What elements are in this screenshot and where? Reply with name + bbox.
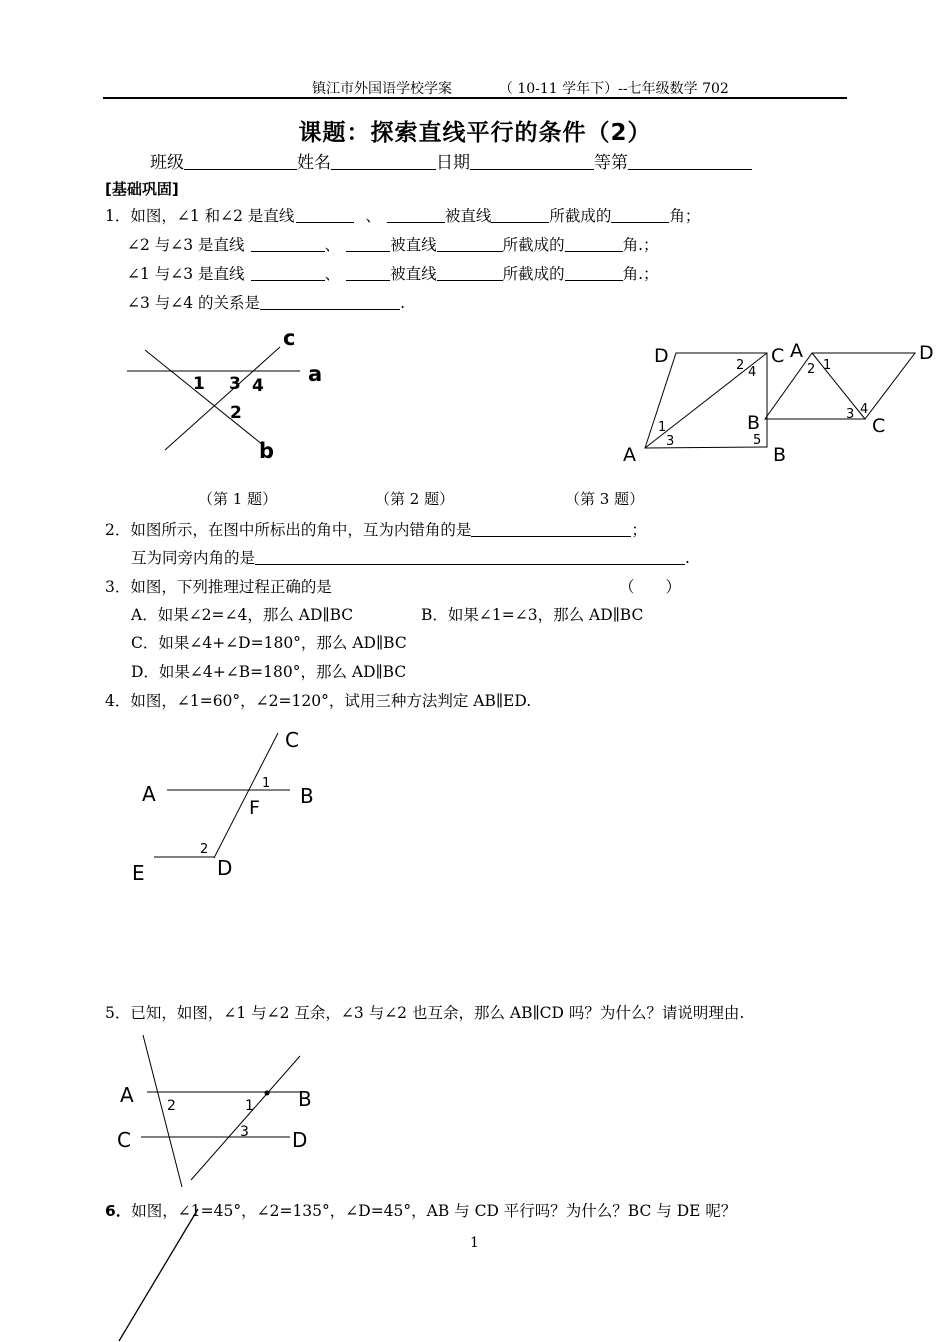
caption-fig2: （第 2 题） xyxy=(375,490,455,508)
fig2-angle-2: 2 xyxy=(736,358,745,373)
fig5-label-D: D xyxy=(292,1128,308,1152)
q2-line2: 互为同旁内角的是 . xyxy=(131,549,690,567)
fig3-label-C: C xyxy=(872,415,886,437)
page-header xyxy=(312,78,729,98)
grade-label: 等第 xyxy=(594,153,628,173)
class-field[interactable] xyxy=(184,153,297,170)
class-label: 班级 xyxy=(150,153,184,173)
section-heading: [基础巩固] xyxy=(105,180,179,198)
q1-blank-9[interactable] xyxy=(251,265,325,281)
name-field[interactable] xyxy=(331,153,436,170)
figure-4 xyxy=(125,725,345,890)
fig5-label-B: B xyxy=(298,1087,312,1111)
name-label: 姓名 xyxy=(297,153,331,173)
fig1-angle-3: 3 xyxy=(229,374,241,394)
fig1-label-b: b xyxy=(259,439,275,463)
q6-number: 6． xyxy=(105,1202,132,1220)
fig2-label-C: C xyxy=(771,345,785,367)
fig1-label-a: a xyxy=(308,362,323,386)
fig2-label-A: A xyxy=(623,444,636,466)
q1-line3: ∠1 与∠3 是直线 、 被直线 所截成的 角.； xyxy=(127,265,659,283)
q2-line1: 2．如图所示，在图中所标出的角中，互为内错角的是 ； xyxy=(105,521,647,539)
q4-text: 4．如图，∠1=60°，∠2=120°，试用三种方法判定 AB∥ED. xyxy=(105,692,532,710)
figure-1 xyxy=(120,325,340,465)
q1-blank-10[interactable] xyxy=(346,265,390,281)
fig3-label-B: B xyxy=(747,412,761,434)
fig3-angle-4: 4 xyxy=(860,402,869,417)
fig4-transversal xyxy=(214,733,278,858)
q1-blank-5[interactable] xyxy=(251,236,325,252)
q5-text: 5．已知，如图，∠1 与∠2 互余，∠3 与∠2 也互余，那么 AB∥CD 吗？为什么？请说明理由. xyxy=(105,1004,745,1022)
fig6-line xyxy=(119,1209,198,1341)
q1-blank-2[interactable] xyxy=(387,207,445,223)
fig1-angle-4: 4 xyxy=(252,376,264,396)
fig4-label-B: B xyxy=(300,784,314,808)
q3-option-d: D．如果∠4+∠B=180°，那么 AD∥BC xyxy=(131,663,407,681)
fig4-label-A: A xyxy=(142,782,156,806)
q1-blank-13[interactable] xyxy=(260,294,400,310)
q3-answer-paren[interactable]: （ ） xyxy=(619,578,682,596)
figure-3 xyxy=(745,335,945,440)
q1-blank-4[interactable] xyxy=(611,207,669,223)
fig2-angle-3: 3 xyxy=(666,434,675,449)
fig5-point xyxy=(265,1091,270,1096)
q1-blank-3[interactable] xyxy=(491,207,549,223)
caption-fig3: （第 3 题） xyxy=(565,490,645,508)
q3-option-c: C．如果∠4+∠D=180°，那么 AD∥BC xyxy=(131,634,407,652)
fig5-label-C: C xyxy=(117,1128,131,1152)
fig4-label-D: D xyxy=(217,856,233,880)
fig5-angle-1: 1 xyxy=(245,1098,254,1114)
header-term: （ 10-11 学年下）--七年级数学 702 xyxy=(498,81,729,97)
q3-option-b: B．如果∠1=∠3，那么 AD∥BC xyxy=(421,606,644,624)
fig2-label-D: D xyxy=(654,345,669,367)
q2-blank-2[interactable] xyxy=(255,549,685,565)
fig5-line-left xyxy=(143,1035,182,1187)
fig1-line-c xyxy=(165,347,280,450)
fig5-angle-2: 2 xyxy=(167,1098,176,1114)
q1-blank-8[interactable] xyxy=(565,236,623,252)
fig3-label-D: D xyxy=(919,342,934,364)
fig3-angle-3: 3 xyxy=(846,407,855,422)
fig4-label-E: E xyxy=(132,861,145,885)
fig5-line-right xyxy=(191,1056,300,1180)
fig5-angle-3: 3 xyxy=(240,1124,249,1140)
page-title: 课题：探索直线平行的条件（2） xyxy=(298,120,652,146)
q2-blank-1[interactable] xyxy=(471,521,631,537)
fig2-angle-4: 4 xyxy=(748,365,757,380)
header-school: 镇江市外国语学校学案 xyxy=(312,81,452,97)
fig3-quadrilateral xyxy=(765,353,915,419)
fig2-label-B: B xyxy=(773,444,787,466)
fig3-angle-2: 2 xyxy=(807,362,816,377)
fig4-label-F: F xyxy=(249,797,260,819)
q1-blank-12[interactable] xyxy=(565,265,623,281)
fig1-line-b xyxy=(145,350,263,445)
figure-5 xyxy=(115,1030,335,1190)
fig4-angle-1: 1 xyxy=(262,776,271,791)
fig1-label-c: c xyxy=(283,326,296,350)
fig4-angle-2: 2 xyxy=(200,842,209,857)
page-number: 1 xyxy=(470,1235,479,1251)
fig2-angle-5: 5 xyxy=(753,433,762,448)
q1-blank-1[interactable] xyxy=(296,207,354,223)
q1-line2: ∠2 与∠3 是直线 、 被直线 所截成的 角.； xyxy=(127,236,659,254)
q1-blank-6[interactable] xyxy=(346,236,390,252)
student-info-fields xyxy=(150,148,752,173)
fig3-diagonal xyxy=(812,353,865,419)
q6-text: 如图，∠1=45°，∠2=135°，∠D=45°，AB 与 CD 平行吗？为什么？BC 与 DE 呢？ xyxy=(131,1202,737,1220)
q1-blank-7[interactable] xyxy=(437,236,503,252)
grade-field[interactable] xyxy=(628,153,752,170)
date-label: 日期 xyxy=(436,153,470,173)
q3-option-a: A．如果∠2=∠4，那么 AD∥BC xyxy=(131,606,354,624)
fig1-angle-1: 1 xyxy=(193,374,205,394)
caption-fig1: （第 1 题） xyxy=(198,490,278,508)
q3-stem: 3．如图，下列推理过程正确的是 xyxy=(105,578,332,596)
figure-6 xyxy=(110,1205,210,1342)
header-rule xyxy=(103,97,847,99)
q1-line4: ∠3 与∠4 的关系是 . xyxy=(127,294,405,312)
fig2-angle-1: 1 xyxy=(658,420,667,435)
q1-line1: 1．如图，∠1 和∠2 是直线 、 被直线 所截成的 角； xyxy=(105,207,701,225)
fig4-label-C: C xyxy=(285,728,299,752)
fig1-angle-2: 2 xyxy=(230,403,242,423)
fig3-label-A: A xyxy=(790,340,803,362)
date-field[interactable] xyxy=(470,153,594,170)
q1-blank-11[interactable] xyxy=(437,265,503,281)
fig3-angle-1: 1 xyxy=(823,358,832,373)
fig5-label-A: A xyxy=(120,1083,134,1107)
